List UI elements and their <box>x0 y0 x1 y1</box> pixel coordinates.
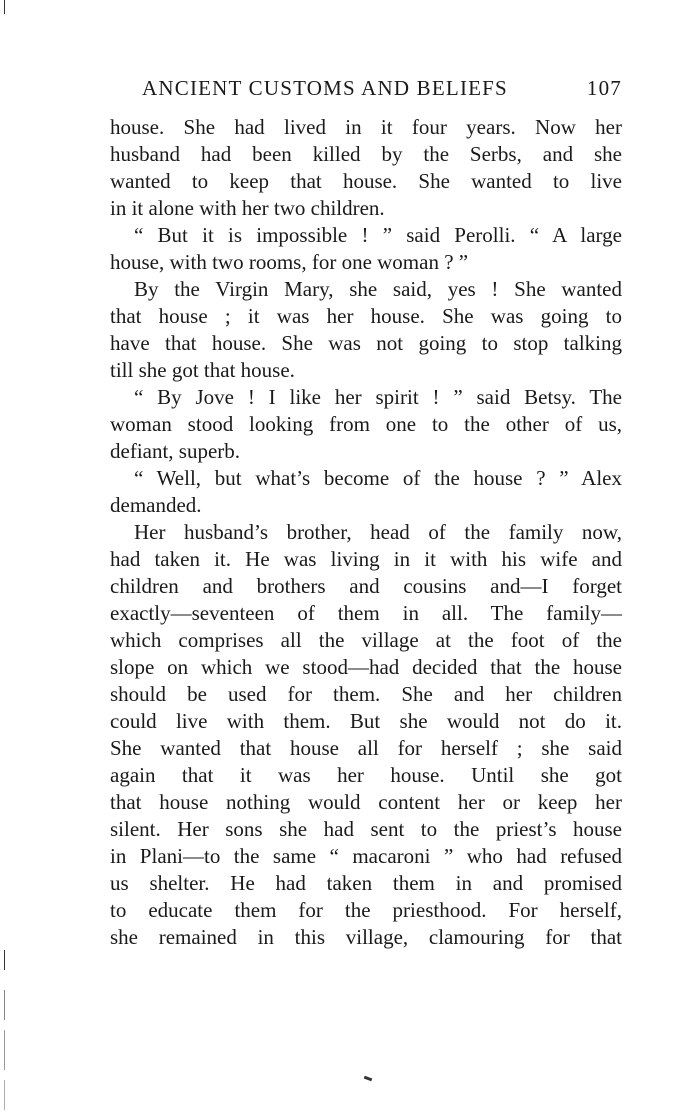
margin-scan-mark <box>4 1030 5 1070</box>
text-line: husband had been killed by the Serbs, and she <box>110 142 622 166</box>
text-line: Her husband’s brother, head of the family now, <box>134 520 622 544</box>
text-line: in Plani—to the same “ macaroni ” who had refused <box>110 844 622 868</box>
margin-scan-mark <box>4 1080 5 1110</box>
text-line: defiant, superb. <box>110 439 241 463</box>
text-line: demanded. <box>110 493 202 517</box>
text-line: “ By Jove ! I like her spirit ! ” said Betsy. The <box>134 385 622 409</box>
text-line: “ Well, but what’s become of the house ? ” Alex <box>134 466 622 490</box>
text-line: could live with them. But she would not do it. <box>110 709 622 733</box>
text-line: silent. Her sons she had sent to the priest’s house <box>110 817 622 841</box>
text-line: exactly—seventeen of them in all. The family— <box>110 601 622 625</box>
text-line: which comprises all the village at the foot of the <box>110 628 622 652</box>
text-line: again that it was her house. Until she got <box>110 763 622 787</box>
text-line: that house nothing would content her or keep her <box>110 790 622 814</box>
text-line: house, with two rooms, for one woman ? ” <box>110 250 469 274</box>
text-line: to educate them for the priesthood. For herself, <box>110 898 622 922</box>
text-line: By the Virgin Mary, she said, yes ! She wanted <box>134 277 622 301</box>
ink-smudge <box>364 1076 373 1082</box>
text-line: in it alone with her two children. <box>110 196 385 220</box>
text-line: house. She had lived in it four years. Now her <box>110 115 622 139</box>
text-line: should be used for them. She and her children <box>110 682 622 706</box>
margin-scan-mark <box>4 950 5 970</box>
text-line: us shelter. He had taken them in and promised <box>110 871 622 895</box>
running-header <box>142 76 622 106</box>
page-number: 107 <box>586 76 622 100</box>
text-line: “ But it is impossible ! ” said Perolli. “ A large <box>134 223 622 247</box>
running-title: ANCIENT CUSTOMS AND BELIEFS <box>142 76 508 100</box>
text-line: woman stood looking from one to the other of us, <box>110 412 622 436</box>
text-line: She wanted that house all for herself ; she said <box>110 736 622 760</box>
margin-scan-mark <box>4 0 5 14</box>
body-text <box>110 114 622 951</box>
text-line: had taken it. He was living in it with his wife and <box>110 547 622 571</box>
text-line: wanted to keep that house. She wanted to live <box>110 169 622 193</box>
text-line: slope on which we stood—had decided that the house <box>110 655 622 679</box>
text-line: she remained in this village, clamouring for that <box>110 925 622 949</box>
text-line: children and brothers and cousins and—I forget <box>110 574 622 598</box>
text-line: that house ; it was her house. She was going to <box>110 304 622 328</box>
text-line: till she got that house. <box>110 358 295 382</box>
text-line: have that house. She was not going to stop talking <box>110 331 622 355</box>
margin-scan-mark <box>4 990 5 1020</box>
